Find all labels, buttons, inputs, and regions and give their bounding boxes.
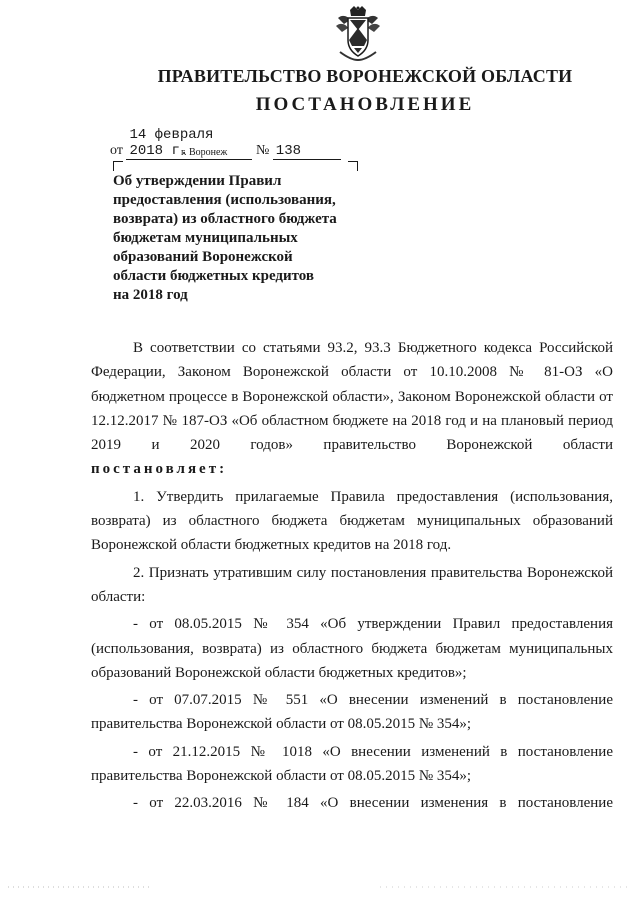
subject-line: Об утверждении Правил: [113, 173, 282, 189]
subject-line: на 2018 год: [113, 287, 188, 303]
sub-item-2: - от 07.07.2015 № 551 «О внесении изменений в постановление правительства Воронежской области от 08.05.2015 № 354»;: [91, 692, 613, 733]
number-label: №: [255, 143, 270, 158]
document-date: 14 февраля 2018 г.: [126, 127, 252, 160]
subject-line: области бюджетных кредитов: [113, 268, 315, 284]
resolves-keyword: постановляет:: [91, 461, 228, 478]
coat-of-arms-icon: [334, 6, 382, 62]
organization-name: ПРАВИТЕЛЬСТВО ВОРОНЕЖСКОЙ ОБЛАСТИ: [157, 66, 573, 86]
sub-item-4: - от 22.03.2016 № 184 «О внесении изменения в постановление: [133, 795, 613, 812]
scan-artifact-dots: [0, 884, 640, 890]
sub-item-1: - от 08.05.2015 № 354 «Об утверждении Правил предоставления (использования, возврата) из областного бюджета бюджетам муниципальных образований Воронежской области бюджетных кредитов»;: [91, 616, 613, 681]
city: г. Воронеж: [181, 147, 228, 158]
subject-line: предоставления (использования,: [113, 192, 336, 208]
item-1: 1. Утвердить прилагаемые Правила предоставления (использования, возврата) из областного бюджета бюджетам муниципальных образований Воронежской области бюджетных кредитов на 2018 год.: [91, 488, 613, 554]
subject-line: бюджетам муниципальных: [113, 230, 298, 246]
from-label: от: [110, 143, 123, 158]
document-type: ПОСТАНОВЛЕНИЕ: [255, 94, 475, 115]
preamble-paragraph: В соответствии со статьями 93.2, 93.3 Бюджетного кодекса Российской Федерации, Законом Воронежской области от 10.10.2008 № 81-ОЗ «О бюджетном процессе в Воронежской области», Законом Воронежской области от 12.12.2017 № 187-ОЗ «Об областном бюджете на 2018 год и на плановый период 2019 и 2020 годов» правительство Воронежской области: [91, 340, 613, 454]
subject-line: возврата) из областного бюджета: [113, 211, 337, 227]
subject-corner-left: [113, 161, 123, 171]
subject-line: образований Воронежской: [113, 249, 293, 265]
document-body: [91, 336, 613, 816]
item-2: 2. Признать утратившим силу постановления правительства Воронежской области:: [91, 564, 613, 605]
sub-item-3: - от 21.12.2015 № 1018 «О внесении изменений в постановление правительства Воронежской области от 08.05.2015 № 354»;: [91, 743, 613, 785]
subject-title: [113, 172, 358, 305]
document-number: 138: [273, 143, 341, 160]
resolves-word: [91, 457, 613, 481]
subject-corner-right: [348, 161, 358, 171]
